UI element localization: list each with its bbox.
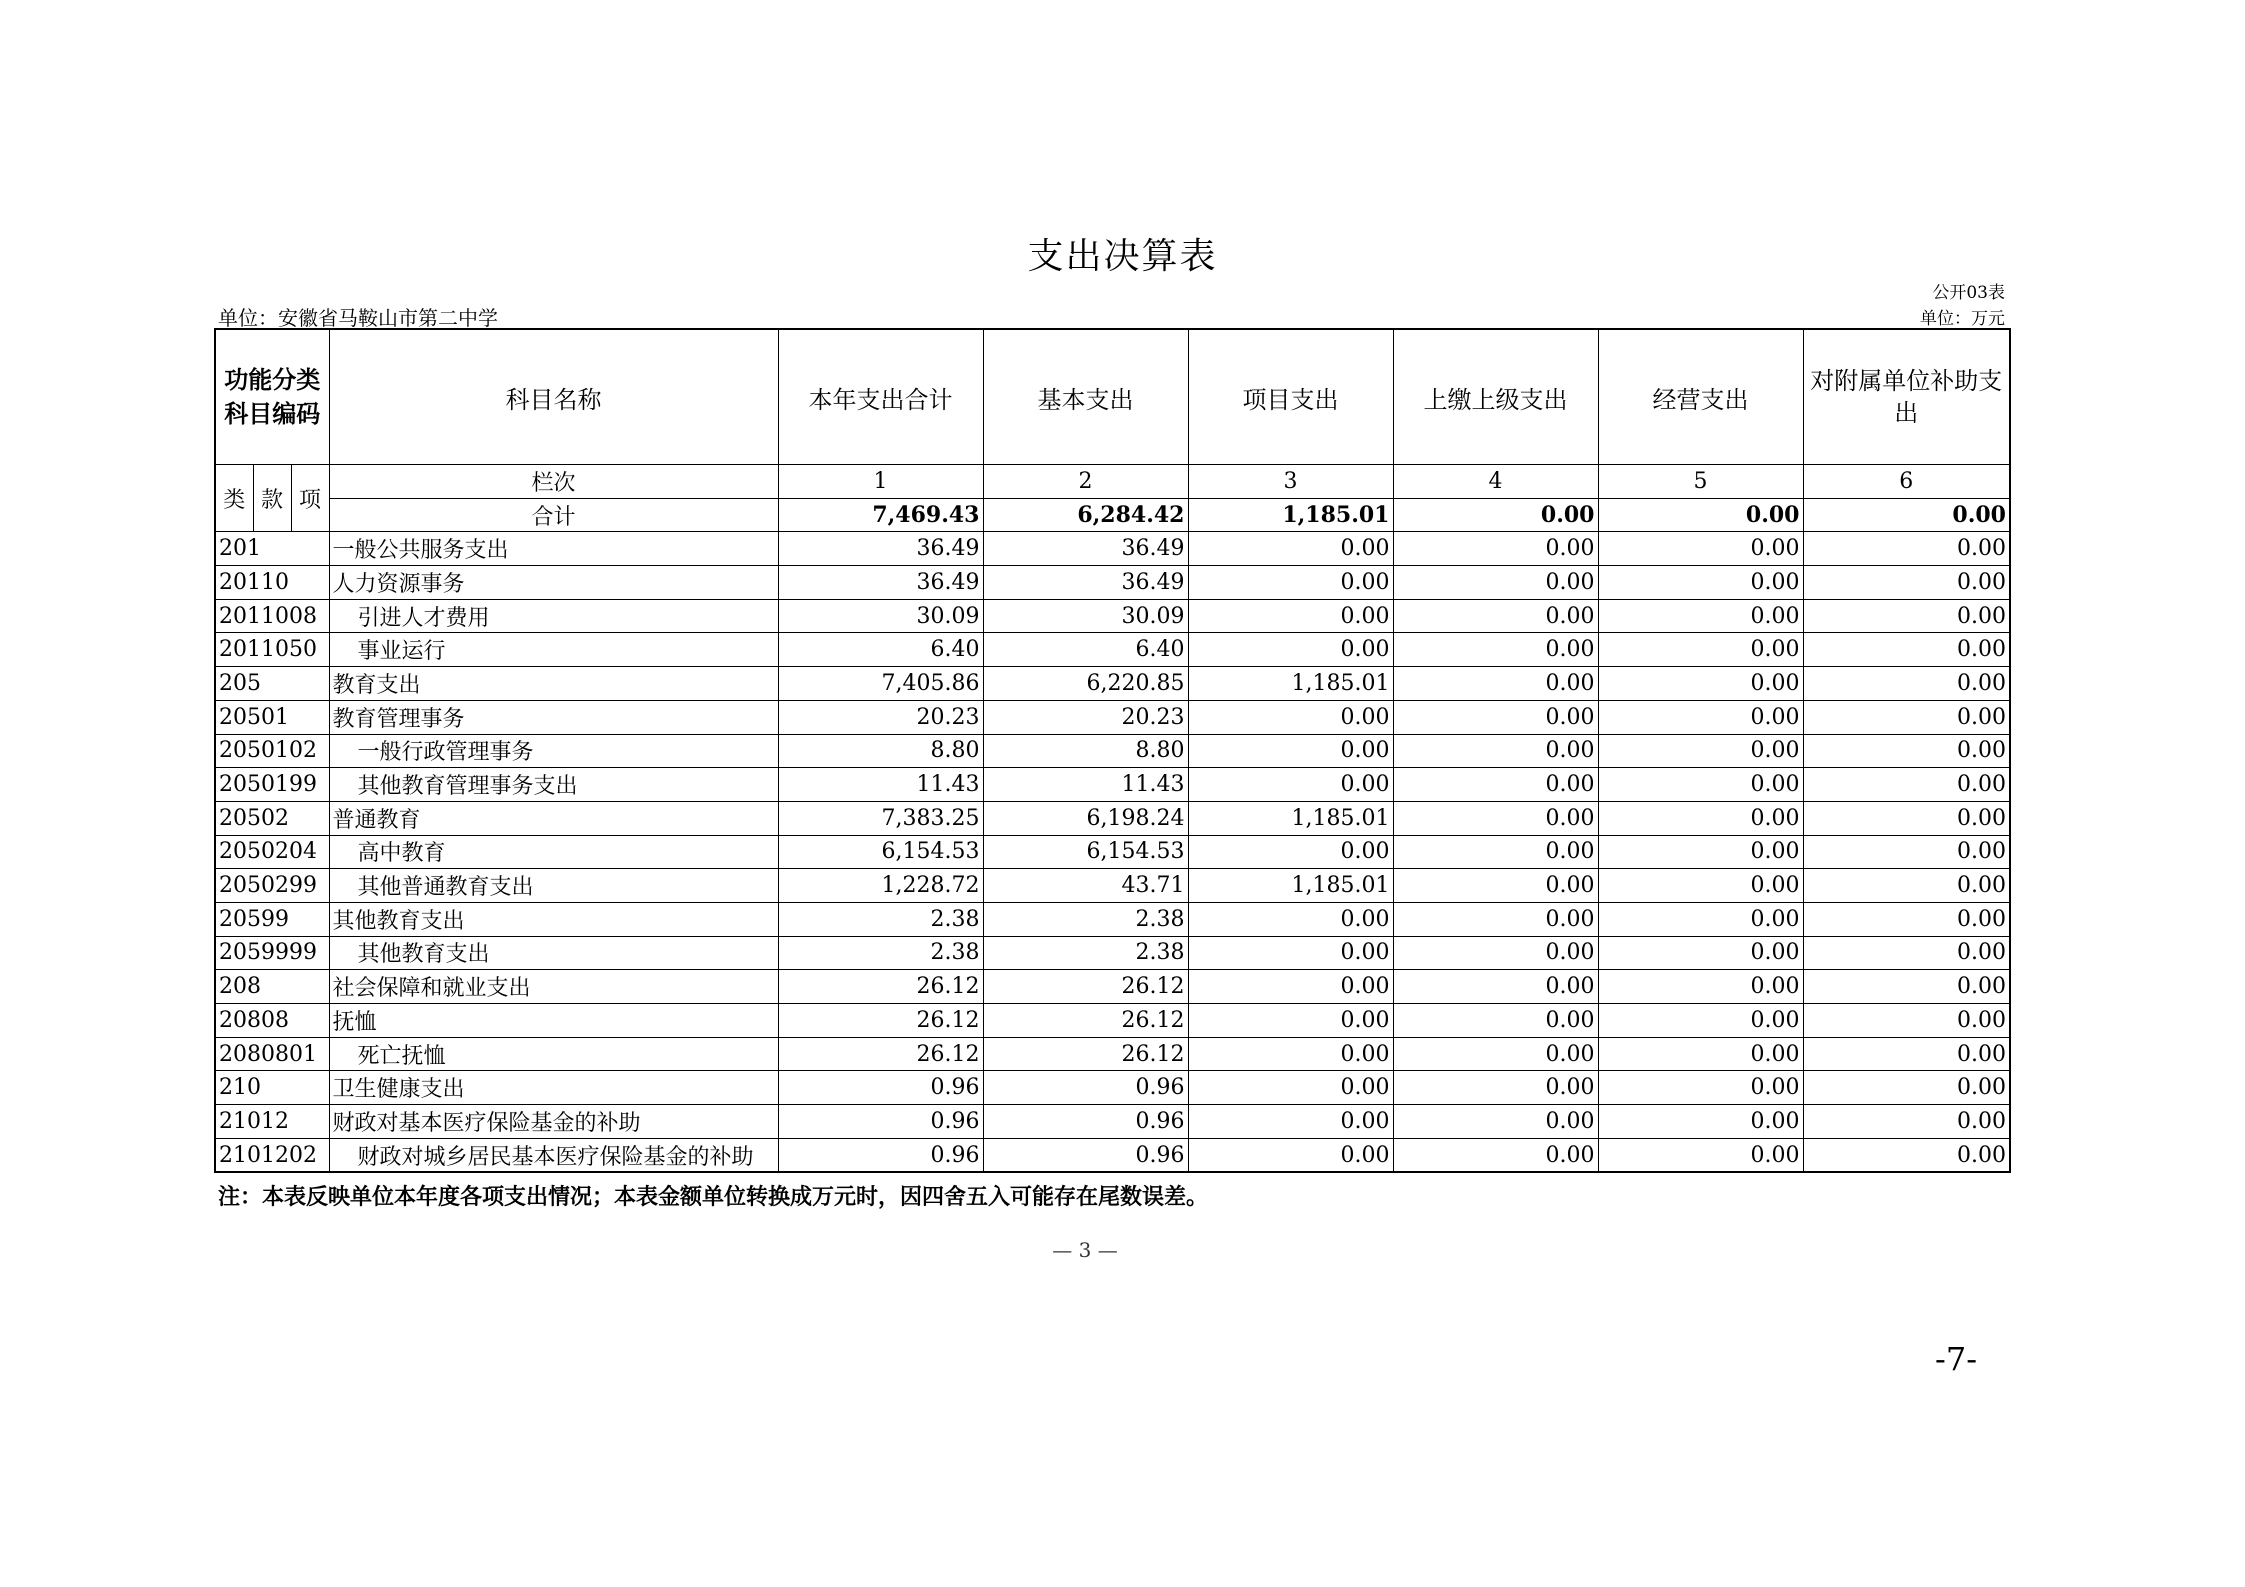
row-value: 0.00	[1188, 633, 1393, 667]
row-value: 0.96	[983, 1138, 1188, 1172]
row-name: 财政对城乡居民基本医疗保险基金的补助	[329, 1138, 778, 1172]
row-value: 0.00	[1393, 1138, 1598, 1172]
row-value: 2.38	[983, 902, 1188, 936]
kind-kuan: 款	[253, 465, 291, 532]
row-name: 其他教育支出	[329, 936, 778, 970]
row-value: 0.96	[778, 1071, 983, 1105]
row-value: 8.80	[778, 734, 983, 768]
row-value: 0.00	[1598, 700, 1803, 734]
table-row	[215, 801, 2010, 835]
row-value: 6,154.53	[983, 835, 1188, 869]
table-row	[215, 936, 2010, 970]
table-row	[215, 734, 2010, 768]
row-value: 0.00	[1598, 1105, 1803, 1139]
row-value: 0.00	[1393, 768, 1598, 802]
row-value: 0.00	[1393, 936, 1598, 970]
row-value: 1,185.01	[1188, 801, 1393, 835]
header-total: 本年支出合计	[778, 329, 983, 465]
row-value: 0.00	[1188, 734, 1393, 768]
kind-xiang: 项	[291, 465, 329, 532]
row-name: 社会保障和就业支出	[329, 970, 778, 1004]
total-value: 7,469.43	[778, 498, 983, 532]
table-row	[215, 532, 2010, 566]
row-code: 2050199	[215, 768, 329, 802]
row-value: 0.00	[1393, 835, 1598, 869]
row-code: 2050204	[215, 835, 329, 869]
row-name: 普通教育	[329, 801, 778, 835]
row-value: 0.00	[1803, 970, 2010, 1004]
row-value: 0.00	[1598, 1138, 1803, 1172]
row-value: 26.12	[778, 1037, 983, 1071]
form-number: 公开03表	[1932, 283, 2005, 303]
row-value: 0.00	[1188, 700, 1393, 734]
row-value: 20.23	[983, 700, 1188, 734]
row-value: 26.12	[983, 970, 1188, 1004]
row-code: 208	[215, 970, 329, 1004]
row-value: 0.00	[1803, 633, 2010, 667]
row-code: 2059999	[215, 936, 329, 970]
row-name: 事业运行	[329, 633, 778, 667]
row-value: 0.00	[1393, 734, 1598, 768]
row-value: 0.96	[983, 1071, 1188, 1105]
table-row	[215, 768, 2010, 802]
row-value: 0.00	[1188, 1105, 1393, 1139]
table-row	[215, 970, 2010, 1004]
row-name: 其他教育管理事务支出	[329, 768, 778, 802]
row-value: 0.00	[1803, 700, 2010, 734]
row-value: 36.49	[983, 532, 1188, 566]
row-value: 2.38	[778, 902, 983, 936]
row-code: 205	[215, 667, 329, 701]
row-value: 0.00	[1803, 566, 2010, 600]
row-value: 0.00	[1803, 835, 2010, 869]
table-row	[215, 869, 2010, 903]
kind-lei: 类	[215, 465, 253, 532]
row-value: 0.00	[1598, 667, 1803, 701]
currency-unit: 单位：万元	[1920, 309, 2005, 329]
row-value: 0.00	[1393, 902, 1598, 936]
row-value: 0.00	[1598, 599, 1803, 633]
row-value: 26.12	[983, 1004, 1188, 1038]
row-value: 7,383.25	[778, 801, 983, 835]
row-value: 0.00	[1188, 532, 1393, 566]
row-value: 0.00	[1803, 936, 2010, 970]
row-code: 2050299	[215, 869, 329, 903]
row-value: 0.00	[1598, 532, 1803, 566]
row-value: 0.00	[1393, 566, 1598, 600]
row-name: 死亡抚恤	[329, 1037, 778, 1071]
row-value: 0.00	[1598, 566, 1803, 600]
seq-row	[215, 465, 2010, 499]
row-value: 0.00	[1188, 902, 1393, 936]
row-value: 26.12	[778, 970, 983, 1004]
table-row	[215, 1004, 2010, 1038]
row-value: 0.00	[1803, 599, 2010, 633]
row-value: 7,405.86	[778, 667, 983, 701]
row-value: 0.00	[1188, 970, 1393, 1004]
row-value: 0.00	[1188, 835, 1393, 869]
row-value: 0.00	[1803, 1105, 2010, 1139]
row-name: 一般公共服务支出	[329, 532, 778, 566]
row-value: 0.00	[1188, 566, 1393, 600]
row-value: 11.43	[983, 768, 1188, 802]
row-value: 1,185.01	[1188, 869, 1393, 903]
total-value: 6,284.42	[983, 498, 1188, 532]
row-name: 一般行政管理事务	[329, 734, 778, 768]
row-code: 201	[215, 532, 329, 566]
row-value: 0.00	[1803, 667, 2010, 701]
row-value: 0.00	[1393, 633, 1598, 667]
table-row	[215, 835, 2010, 869]
expenditure-table	[214, 328, 2011, 1173]
row-name: 高中教育	[329, 835, 778, 869]
total-row	[215, 498, 2010, 532]
seq-col: 3	[1188, 465, 1393, 499]
table-row	[215, 667, 2010, 701]
unit-name: 单位：安徽省马鞍山市第二中学	[218, 306, 498, 330]
row-value: 26.12	[983, 1037, 1188, 1071]
row-value: 30.09	[778, 599, 983, 633]
row-value: 6,198.24	[983, 801, 1188, 835]
row-code: 20599	[215, 902, 329, 936]
row-value: 0.00	[1393, 1004, 1598, 1038]
seq-col: 4	[1393, 465, 1598, 499]
row-name: 财政对基本医疗保险基金的补助	[329, 1105, 778, 1139]
row-value: 30.09	[983, 599, 1188, 633]
table-row	[215, 1138, 2010, 1172]
row-value: 6.40	[983, 633, 1188, 667]
row-code: 2050102	[215, 734, 329, 768]
row-value: 0.00	[1393, 1105, 1598, 1139]
total-value: 0.00	[1803, 498, 2010, 532]
row-value: 0.00	[1188, 936, 1393, 970]
row-value: 6.40	[778, 633, 983, 667]
page-title: 支出决算表	[1027, 236, 1218, 277]
row-name: 人力资源事务	[329, 566, 778, 600]
row-value: 0.00	[1803, 734, 2010, 768]
row-value: 8.80	[983, 734, 1188, 768]
row-value: 0.00	[1803, 1071, 2010, 1105]
row-code: 210	[215, 1071, 329, 1105]
row-code: 2011008	[215, 599, 329, 633]
row-value: 0.00	[1598, 734, 1803, 768]
header-upper: 上缴上级支出	[1393, 329, 1598, 465]
row-name: 抚恤	[329, 1004, 778, 1038]
row-value: 0.00	[1803, 768, 2010, 802]
row-value: 0.00	[1188, 1004, 1393, 1038]
row-value: 26.12	[778, 1004, 983, 1038]
row-value: 0.00	[1598, 970, 1803, 1004]
seq-col: 2	[983, 465, 1188, 499]
total-value: 1,185.01	[1188, 498, 1393, 532]
table-row	[215, 700, 2010, 734]
row-value: 0.00	[1393, 801, 1598, 835]
row-name: 教育管理事务	[329, 700, 778, 734]
row-value: 36.49	[778, 566, 983, 600]
row-value: 0.00	[1803, 1004, 2010, 1038]
row-code: 2011050	[215, 633, 329, 667]
row-value: 0.96	[778, 1138, 983, 1172]
row-value: 0.00	[1598, 936, 1803, 970]
row-code: 2101202	[215, 1138, 329, 1172]
table-row	[215, 902, 2010, 936]
row-value: 0.00	[1393, 1037, 1598, 1071]
row-value: 0.00	[1393, 1071, 1598, 1105]
row-value: 36.49	[778, 532, 983, 566]
row-value: 1,228.72	[778, 869, 983, 903]
row-value: 0.00	[1188, 1071, 1393, 1105]
row-code: 21012	[215, 1105, 329, 1139]
row-value: 0.00	[1598, 1071, 1803, 1105]
seq-label: 栏次	[329, 465, 778, 499]
total-value: 0.00	[1393, 498, 1598, 532]
row-value: 6,220.85	[983, 667, 1188, 701]
inner-page-number: — 3 —	[1052, 1238, 1118, 1262]
total-value: 0.00	[1598, 498, 1803, 532]
row-value: 6,154.53	[778, 835, 983, 869]
row-code: 2080801	[215, 1037, 329, 1071]
table-row	[215, 599, 2010, 633]
footnote: 注：本表反映单位本年度各项支出情况；本表金额单位转换成万元时，因四舍五入可能存在尾数误差。	[218, 1185, 1209, 1210]
row-value: 0.00	[1598, 768, 1803, 802]
row-value: 0.00	[1393, 869, 1598, 903]
row-value: 0.00	[1188, 1138, 1393, 1172]
row-value: 1,185.01	[1188, 667, 1393, 701]
row-value: 0.00	[1803, 869, 2010, 903]
seq-col: 1	[778, 465, 983, 499]
row-value: 0.00	[1188, 768, 1393, 802]
row-value: 0.00	[1393, 700, 1598, 734]
row-value: 0.00	[1803, 801, 2010, 835]
row-value: 0.00	[1598, 869, 1803, 903]
table-row	[215, 1071, 2010, 1105]
row-value: 0.96	[983, 1105, 1188, 1139]
table-row	[215, 633, 2010, 667]
row-value: 0.00	[1803, 902, 2010, 936]
row-code: 20808	[215, 1004, 329, 1038]
row-value: 0.00	[1393, 667, 1598, 701]
row-value: 0.00	[1598, 801, 1803, 835]
row-value: 0.00	[1803, 1138, 2010, 1172]
row-value: 11.43	[778, 768, 983, 802]
row-value: 0.00	[1598, 1004, 1803, 1038]
row-name: 其他普通教育支出	[329, 869, 778, 903]
header-code: 功能分类科目编码	[215, 329, 329, 465]
row-value: 43.71	[983, 869, 1188, 903]
row-value: 36.49	[983, 566, 1188, 600]
row-value: 0.96	[778, 1105, 983, 1139]
row-name: 引进人才费用	[329, 599, 778, 633]
table-row	[215, 1105, 2010, 1139]
row-name: 卫生健康支出	[329, 1071, 778, 1105]
row-value: 0.00	[1803, 532, 2010, 566]
row-value: 0.00	[1393, 532, 1598, 566]
seq-col: 5	[1598, 465, 1803, 499]
row-value: 0.00	[1803, 1037, 2010, 1071]
row-value: 2.38	[778, 936, 983, 970]
table-row	[215, 1037, 2010, 1071]
table-row	[215, 566, 2010, 600]
row-value: 0.00	[1393, 599, 1598, 633]
row-value: 0.00	[1188, 599, 1393, 633]
row-name: 其他教育支出	[329, 902, 778, 936]
header-name: 科目名称	[329, 329, 778, 465]
seq-col: 6	[1803, 465, 2010, 499]
row-code: 20110	[215, 566, 329, 600]
row-value: 0.00	[1598, 1037, 1803, 1071]
row-value: 2.38	[983, 936, 1188, 970]
row-value: 0.00	[1598, 835, 1803, 869]
header-business: 经营支出	[1598, 329, 1803, 465]
row-name: 教育支出	[329, 667, 778, 701]
header-basic: 基本支出	[983, 329, 1188, 465]
row-value: 0.00	[1598, 633, 1803, 667]
header-project: 项目支出	[1188, 329, 1393, 465]
outer-page-number: -7-	[1935, 1340, 1977, 1378]
header-subsidy: 对附属单位补助支出	[1803, 329, 2010, 465]
row-value: 20.23	[778, 700, 983, 734]
row-value: 0.00	[1393, 970, 1598, 1004]
row-value: 0.00	[1598, 902, 1803, 936]
row-value: 0.00	[1188, 1037, 1393, 1071]
row-code: 20501	[215, 700, 329, 734]
total-label: 合计	[329, 498, 778, 532]
row-code: 20502	[215, 801, 329, 835]
